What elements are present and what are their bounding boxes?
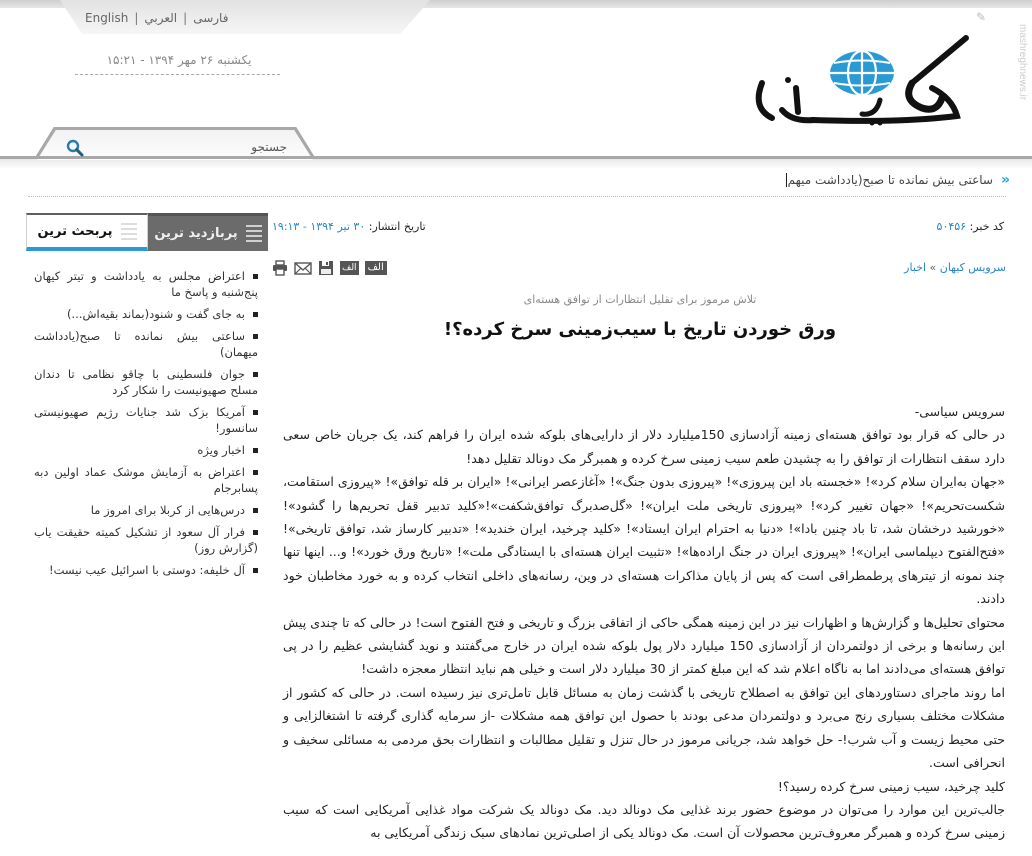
menu-lines-icon — [246, 225, 262, 242]
breadcrumb-kayhan-service[interactable]: سرویس کیهان — [939, 261, 1006, 274]
article-paragraph: «جهان به‌ایران سلام کرد»! «خجسته باد این پیروزی»! «پیروزی بدون جنگ»! «آغازعصر ایرانی»! «ایران بر قله توافق»! «پیروزی استقامت، شکست‌تحریم»! «جهان تغییر کرد»! «پیروزی تاریخی ملت ایران»! «گل‌صدبرگ توافق‌شکفت»!«کلید تدبیر قفل تحریم‌ها را گشود»! «خورشید درخشان شد، تا باد چنین بادا»! «دنیا به احترام ایران ایستاد»! «کلید چرخید، ایران خندید»! «تدبیر کارساز شد، توافق تاریخی»! «فتح‌الفتوح دیپلماسی ایران»! «پیروزی ایران در جنگ اراده‌ها»! «تثبیت ایران هسته‌ای با ایستادگی ملت»! «تاریخ ورق خورد»! و... اینها تنها چند نمونه از تیترهای پرطمطراقی است که پس از پایان مذاکرات هسته‌ای در وین، رسانه‌های داخلی انتخاب کرده و به خورد مخاطبان خود دادند. — [283, 474, 1005, 607]
square-bullet-icon — [253, 312, 258, 317]
list-item-link[interactable]: اعتراض مجلس به یادداشت و تیتر کیهان پنج‌شنبه و پاسخ ما — [34, 269, 258, 299]
tab-most-discussed[interactable] — [26, 213, 148, 251]
news-code — [937, 220, 1004, 233]
square-bullet-icon — [253, 508, 258, 513]
article-paragraph: اما روند ماجرای دستاوردهای این توافق به اصطلاح تاریخی با گذشت زمان به مسائل قابل تامل‌تری نیز رسیده است. در حالی که کشور از مشکلات مختلف بسیاری رنج می‌برد و دولتمردان مدعی بودند با حصول این توافق همه مشکلات -از سرمایه گذاری گرفته تا اشتغالزایی و حتی محیط زیست و آب شرب!- حل خواهد شد، جریانی مرموز در حال تنزل و تقلیل مطالبات و انتظارات بحق مردمی به مسائلی سخیف و انحرافی است. — [283, 684, 1005, 771]
lang-english-link[interactable]: English — [85, 11, 129, 25]
list-item-link[interactable]: آمریکا بزک شد جنایات رژیم صهیونیستی سانسور! — [34, 405, 258, 435]
most-discussed-list — [34, 268, 258, 584]
list-item-link[interactable]: اخبار ویژه — [197, 443, 245, 457]
square-bullet-icon — [253, 274, 258, 279]
list-item — [34, 404, 258, 436]
double-chevron-icon: « — [1000, 172, 1010, 188]
news-code-label: کد خبر: — [969, 220, 1004, 233]
list-item — [34, 268, 258, 300]
list-item — [34, 562, 258, 578]
current-date-time: یکشنبه ۲۶ مهر ۱۳۹۴ - ۱۵:۲۱ — [106, 53, 252, 67]
article-paragraph: جالب‌ترین این موارد را می‌توان در موضوع حضور برند غذایی مک دونالد دید. مک دونالد یک شرکت مواد غذایی آمریکایی است که سیب زمینی سرخ کرده و همبرگر معروف‌ترین محصولات آن است. مک دونالد یکی از اصلی‌ترین نمادهای سبک زندگی آمریکایی به — [283, 801, 1005, 841]
square-bullet-icon — [253, 530, 258, 535]
list-item — [34, 524, 258, 556]
breadcrumb — [904, 261, 1006, 274]
lang-separator: | — [134, 11, 139, 25]
ticker-headline[interactable]: ساعتی بیش نمانده تا صبح(یادداشت میهم — [787, 173, 993, 187]
tab-label: پربحث ترین — [37, 223, 113, 239]
font-increase-button[interactable]: الف — [365, 261, 387, 275]
publish-date-value: ۳۰ تیر ۱۳۹۴ - ۱۹:۱۳ — [272, 220, 366, 233]
article-paragraph: سرویس سیاسی- — [914, 404, 1005, 419]
nav-shadow — [0, 159, 1032, 169]
breadcrumb-separator: » — [929, 261, 937, 274]
menu-lines-icon — [121, 223, 137, 240]
tab-most-viewed[interactable] — [148, 213, 268, 251]
sidebar-tabs — [26, 213, 268, 251]
list-item — [34, 502, 258, 518]
square-bullet-icon — [253, 372, 258, 377]
ticker-divider — [28, 196, 1006, 197]
square-bullet-icon — [253, 470, 258, 475]
square-bullet-icon — [253, 568, 258, 573]
watermark-text: mashreghnews.ir — [1017, 24, 1028, 101]
list-item — [34, 464, 258, 496]
article-lead: تلاش مرموز برای تقلیل انتظارات از توافق هسته‌ای — [523, 293, 757, 306]
list-item — [34, 328, 258, 360]
watermark-logo-icon: ✎ — [976, 10, 987, 24]
breadcrumb-news[interactable]: اخبار — [904, 261, 927, 274]
search-icon[interactable] — [66, 139, 84, 157]
article-paragraph: محتوای تحلیل‌ها و گزارش‌ها و اظهارات نیز در این زمینه همگی حاکی از اتفاقی بزرگ و تاریخی و فتح الفتوح است! در حالی که تا چندی پیش این رسانه‌ها و برخی از دولتمردان از آزادسازی 150 میلیارد دلار پول بلوکه شده ایران در خارج می‌گفتند و نوید گشایشی عظیم را در پی توافق هسته‌ای می‌دادند اما به ناگاه اعلام شد که این مبلغ کمتر از 30 میلیارد دلار است و خیلی هم نباید انتظار معجزه داشت! — [283, 614, 1005, 677]
news-code-value: ۵۰۴۵۶ — [936, 220, 967, 233]
article-subheading: کلید چرخید، سیب زمینی سرخ کرده رسید؟! — [777, 778, 1005, 794]
list-item-link[interactable]: اعتراض به آزمایش موشک عماد اولین دبه پسابرجام — [34, 465, 258, 495]
date-divider — [75, 74, 280, 75]
lang-separator: | — [183, 11, 188, 25]
list-item-link[interactable]: فرار آل سعود از تشکیل کمیته حقیقت یاب (گزارش روز) — [34, 525, 258, 555]
list-item-link[interactable]: به جای گفت و شنود(بماند بقیه‌اش...) — [67, 307, 245, 321]
tab-label: پربازدید ترین — [154, 226, 238, 241]
email-icon[interactable] — [294, 260, 312, 276]
article-paragraph: در حالی که قرار بود توافق هسته‌ای زمینه آزادسازی 150میلیارد دلار از دارایی‌های بلوکه شده ایران را فراهم کند، یک جریان خاص سعی دارد سقف انتظارات از توافق را به چشیدن طعم سیب زمینی سرخ کرده و همبرگر مک دونالد تقلیل دهد! — [283, 427, 1005, 466]
article-body — [283, 400, 1005, 845]
search-input[interactable] — [95, 137, 287, 157]
square-bullet-icon — [253, 448, 258, 453]
news-ticker — [600, 171, 1010, 189]
list-item — [34, 442, 258, 458]
list-item-link[interactable]: جوان فلسطینی با چاقو نظامی تا دندان مسلح صهیونیست را شکار کرد — [34, 367, 258, 397]
lang-farsi-link[interactable]: فارسی — [193, 11, 229, 25]
article-title: ورق خوردن تاریخ با سیب‌زمینی سرخ کرده؟! — [443, 319, 837, 340]
lang-arabic-link[interactable]: العربي — [144, 11, 178, 25]
list-item — [34, 366, 258, 398]
font-decrease-button[interactable]: الف — [342, 263, 357, 273]
article-toolbar — [272, 260, 387, 276]
list-item-link[interactable]: درس‌هایی از کربلا برای امروز ما — [90, 503, 245, 517]
language-switcher — [85, 11, 228, 25]
publish-date-label: تاریخ انتشار: — [368, 220, 426, 233]
save-icon[interactable] — [318, 260, 334, 276]
print-icon[interactable] — [272, 260, 288, 276]
square-bullet-icon — [253, 410, 258, 415]
list-item-link[interactable]: آل خلیفه: دوستی با اسرائیل عیب نیست! — [48, 563, 245, 577]
list-item — [34, 306, 258, 322]
list-item-link[interactable]: ساعتی بیش نمانده تا صبح(یادداشت میهمان) — [34, 329, 258, 359]
publish-date — [272, 220, 426, 233]
square-bullet-icon — [253, 334, 258, 339]
kayhan-logo[interactable] — [752, 28, 972, 128]
globe-icon — [830, 51, 894, 95]
